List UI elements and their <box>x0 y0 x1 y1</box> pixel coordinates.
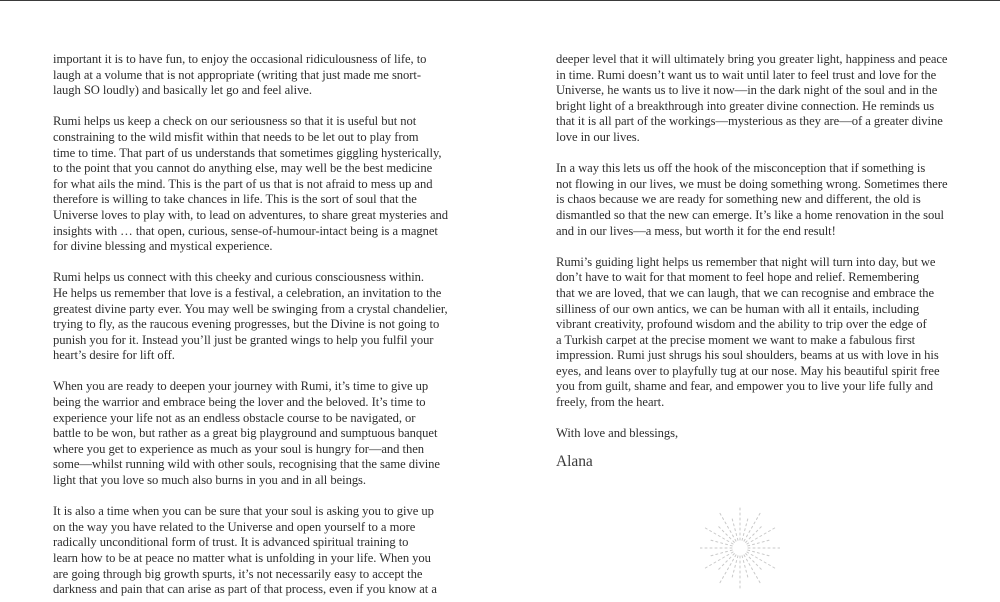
text-line: bright light of a breakthrough into greater divine connection. He reminds us <box>556 98 935 113</box>
text-line: constraining to the wild misfit within that needs to be let out to play from <box>53 129 419 144</box>
sunburst-ray <box>748 550 769 556</box>
top-border-line <box>0 0 1000 1</box>
text-line: therefore is willing to take chances in life. This is the sort of soul that the <box>53 192 417 207</box>
text-line: vibrant creativity, profound wisdom and the ability to trip over the edge of <box>556 317 927 332</box>
text-line: greatest divine party ever. You may well be swinging from a crystal chandelier, <box>53 301 448 316</box>
sunburst-ray <box>705 552 733 568</box>
paragraph <box>53 379 448 488</box>
text-line: being the warrior and embrace being the lover and the beloved. It’s time to <box>53 395 426 410</box>
text-line: and in our lives—a mess, but worth it for the end result! <box>556 223 836 238</box>
paragraph <box>53 52 448 99</box>
right-page-text <box>556 52 946 472</box>
text-line: insights with … that open, curious, sense-of-humour-intact being is a magnet <box>53 223 438 238</box>
text-line: silliness of our own antics, we can be human with all it entails, including <box>556 301 920 316</box>
text-line: learn how to be at peace no matter what is unfolding in your life. When you <box>53 551 431 565</box>
text-line: is chaos because we are ready for something new and different, the old is <box>556 192 921 207</box>
text-line: Universe, he wants us to live it now—in the dark night of the soul and in the <box>556 83 938 98</box>
text-line: you from guilt, shame and fear, and empower you to live your life fully and <box>556 379 933 394</box>
text-line: It is also a time when you can be sure that your soul is asking you to give up <box>53 504 434 519</box>
sunburst-ray <box>719 554 735 570</box>
right-paragraphs <box>556 52 946 411</box>
text-line: heart’s desire for lift off. <box>53 348 175 363</box>
text-line: light that you love so much also burns in you and in all beings. <box>53 473 367 488</box>
sunburst-ray <box>744 555 760 583</box>
text-line: darkness and pain that can arise as part of that process, even if you know at a <box>53 582 437 597</box>
sunburst-icon <box>700 496 780 602</box>
text-line: impression. Rumi just shrugs his soul shoulders, beams at us with love in his <box>556 348 939 363</box>
sunburst-ray <box>720 555 736 583</box>
text-line: Rumi helps us connect with this cheeky and curious consciousness within. <box>53 270 425 285</box>
text-line: punish you for it. Instead you’ll just be granted wings to help you fulfil your <box>53 332 434 347</box>
text-line: He helps us remember that love is a festival, a celebration, an invitation to the <box>53 285 442 300</box>
text-line: time to time. That part of us understands that sometimes giggling hysterically, <box>53 145 442 160</box>
sunburst-ray <box>744 513 760 541</box>
text-line: laugh SO loudly) and basically let go and feel alive. <box>53 83 312 98</box>
text-line: freely, from the heart. <box>556 395 665 410</box>
text-line: don’t have to wait for that moment to feel hope and relief. Remembering <box>556 270 920 285</box>
sunburst-ray <box>746 554 762 570</box>
text-line: experience your life not as an endless obstacle course to be navigated, or <box>53 410 416 425</box>
text-line: that it is all part of the workings—mysterious as they are—of a greater divine <box>556 114 943 129</box>
sunburst-ray <box>732 556 738 577</box>
sunburst-ray <box>711 540 732 546</box>
text-line: for what ails the mind. This is the part of us that is not afraid to mess up and <box>53 176 433 191</box>
paragraph <box>556 161 946 239</box>
text-line: love in our lives. <box>556 129 640 144</box>
sunburst-ray <box>748 540 769 546</box>
paragraph <box>556 52 946 146</box>
sunburst-ray <box>747 552 775 568</box>
text-line: In a way this lets us off the hook of the misconception that if something is <box>556 161 926 176</box>
text-line: for divine blessing and mystical experience. <box>53 239 273 254</box>
text-line: Rumi’s guiding light helps us remember that night will turn into day, but we <box>556 254 936 269</box>
sunburst-ray <box>711 550 732 556</box>
text-line: that we are loved, that we can laugh, that we can recognise and embrace the <box>556 285 935 300</box>
text-line: are going through big growth spurts, it’s not necessarily easy to accept the <box>53 566 423 581</box>
paragraph <box>53 504 448 598</box>
text-line: some—whilst running wild with other souls, recognising that the same divine <box>53 457 440 472</box>
sunburst-ray <box>742 519 748 540</box>
sunburst-ray <box>719 527 735 543</box>
sunburst-ray <box>746 527 762 543</box>
text-line: trying to fly, as the raucous evening progresses, but the Divine is not going to <box>53 317 440 332</box>
text-line: When you are ready to deepen your journey with Rumi, it’s time to give up <box>53 379 429 394</box>
text-line: Universe loves to play with, to lead on adventures, to share great mysteries and <box>53 207 449 222</box>
sunburst-ray <box>705 528 733 544</box>
paragraph <box>53 114 448 254</box>
text-line: to the point that you cannot do anything else, may well be the best medicine <box>53 161 433 176</box>
text-line: where you get to experience as much as your soul is hungry for—and then <box>53 441 425 456</box>
text-line: on the way you have related to the Universe and open yourself to a more <box>53 519 416 534</box>
left-page-text <box>53 52 448 602</box>
paragraph <box>53 270 448 364</box>
sunburst-ray <box>732 519 738 540</box>
closing-line: With love and blessings, <box>556 426 679 441</box>
text-line: battle to be won, but rather as a great big playground and sumptuous banquet <box>53 426 438 441</box>
text-line: a Turkish carpet at the precise moment we want to make a fabulous first <box>556 332 916 347</box>
text-line: laugh at a volume that is not appropriate (writing that just made me snort- <box>53 67 422 82</box>
text-line: deeper level that it will ultimately bring you greater light, happiness and peace <box>556 52 948 66</box>
sunburst-ray <box>742 556 748 577</box>
text-line: important it is to have fun, to enjoy the occasional ridiculousness of life, to <box>53 52 427 66</box>
text-line: eyes, and leans over to playfully tug at our nose. May his beautiful spirit free <box>556 363 940 378</box>
paragraph <box>556 255 946 411</box>
text-line: dismantled so that the new can emerge. It’s like a home renovation in the soul <box>556 207 944 222</box>
text-line: radically unconditional form of trust. It is advanced spiritual training to <box>53 535 409 550</box>
sunburst-ray <box>747 528 775 544</box>
signature: Alana <box>556 452 593 470</box>
text-line: not flowing in our lives, we must be doing something wrong. Sometimes there <box>556 176 948 191</box>
sunburst-ray <box>720 513 736 541</box>
text-line: in time. Rumi doesn’t want us to wait until later to feel trust and love for the <box>556 67 937 82</box>
text-line: Rumi helps us keep a check on our seriousness so that it is useful but not <box>53 114 417 129</box>
